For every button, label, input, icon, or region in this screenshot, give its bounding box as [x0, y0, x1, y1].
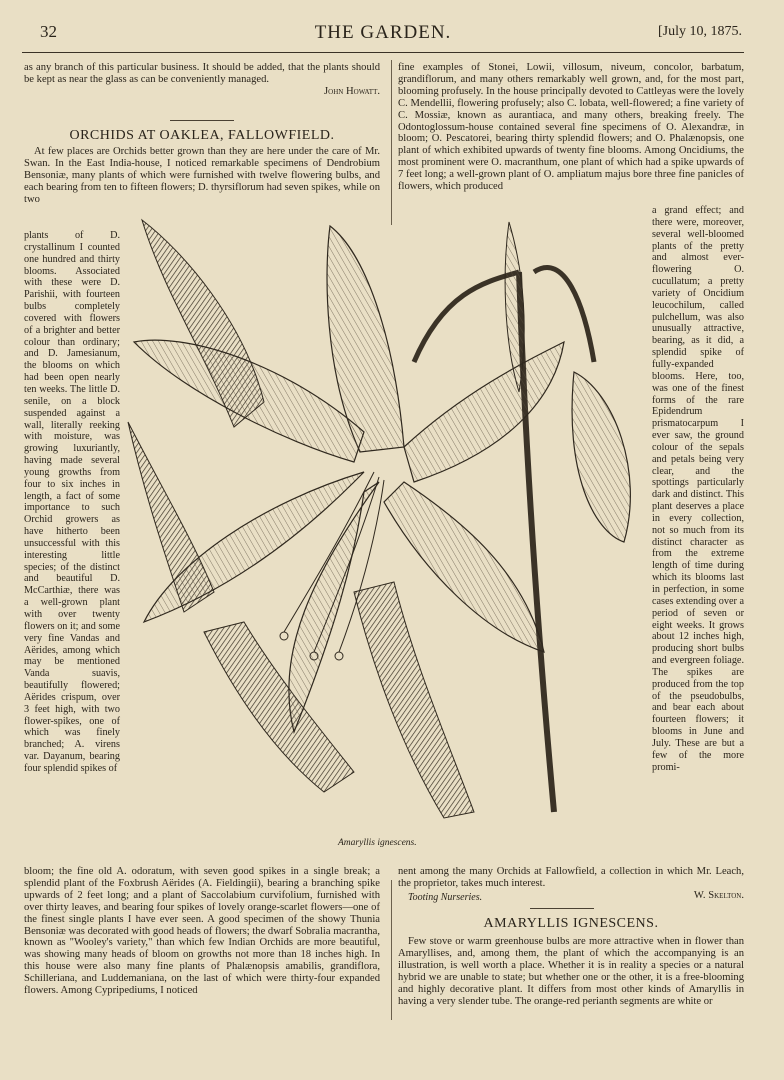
anther-3 [335, 652, 343, 660]
figure-caption: Amaryllis ignescens. [338, 838, 417, 848]
orchids-bottom-left-text: bloom; the fine old A. odoratum, with seven good spikes in a single break; a splendid plant of the Foxbrush Aërides (A. Fieldingii), bearing a branching spike upwards of 2 feet long; and a plant of Saccolabium curvifolium, furnished with over thirty leaves, and bearing four spikes of lovely orange-scarlet flowers—one of the finest single plants I have ever seen. A good specimen of the showy Thunia Bensoniæ was decorated with good heads of flowers; the dwarf Sobralia macrantha, known as "Wooley's variety," than which few Indian Orchids are more beautiful, was showing many heads of bloom on growths not more than 18 inches high. In this house were also many fine plants of Phalænopsis amabilis, grandiflora, Schilleriana, and Luddemaniana, on the last of which were thirty-four expanded flowers. Among Cypripediums, I noticed [24, 866, 380, 997]
amaryllis-text: Few stove or warm greenhouse bulbs are more attractive when in flower than Amaryllises, and, among them, the plant of which the accompanying is an illustration, is well worth a place. Whether it is in reality a species or a natural hybrid we are unable to state; but whether one or the other, it is a free-blooming and highly decorative plant. It differs from most other kinds of Amaryllis in having a very slender tube. The orange-red perianth segments are white or [398, 936, 744, 1007]
column-divider-bottom [391, 880, 392, 1020]
column-divider-top [391, 60, 392, 225]
anther-1 [280, 632, 288, 640]
issue-date: [July 10, 1875. [658, 24, 742, 39]
orchids-lead-text: At few places are Orchids better grown than they are here under the care of Mr. Swan. In the East India-house, I noticed remarkable specimens of Dendrobium Bensoniæ, many plants of which were furnished with twelve flowering bulbs, and each bearing from ten to fifteen flowers; D. thyrsiflorum had seven spikes, while on two [24, 146, 380, 205]
orchids-lead-paragraph [24, 146, 380, 206]
orchids-bottom-left-paragraph [24, 866, 380, 997]
intro-signature: John Howatt. [324, 85, 380, 97]
leaf-bottom-right [354, 582, 474, 818]
orchids-right-top-paragraph [398, 62, 744, 193]
amaryllis-heading: AMARYLLIS IGNESCENS. [483, 916, 659, 931]
orchids-narrow-right-text: a grand effect; and there were, moreover, several well-bloomed plants of the pretty and almost ever-flowering O. cucullatum; a pretty variety of Oncidium leucochilum, called pulchellum, was also unusually attractive, bearing, as it did, a splendid spike of fully-expanded blooms. Here, too, was one of the finest forms of the rare Epidendrum prismatocarpum I ever saw, the ground colour of the sepals and petals being very clear, and the spottings particularly dark and distinct. This plant deserves a place in every collection, not so much from its distinct character as from the extreme length of time during which its blooms last in perfection, in some cases extending over a period of seven or eight weeks. It grows about 12 inches high, producing short bulbs and evergreen foliage. The spikes are produced from the top of the pseudobulbs, and bear each about fourteen flowers; it blooms in June and July. These are but a few of the more promi- [652, 205, 744, 773]
orchids-narrow-left-column [24, 230, 120, 775]
orchids-bottom-right-text: nent among the many Orchids at Fallowfield, a collection in which Mr. Leach, the proprietor, takes much interest. [398, 866, 744, 889]
page-header [24, 22, 742, 46]
flower-bud [572, 372, 630, 542]
publication-title: THE GARDEN. [314, 22, 452, 43]
orchids-narrow-left-text: plants of D. crystallinum I counted one hundred and thirty blooms. Associated with these were D. Parishii, with fourteen bulbs completely covered with flowers of a brighter and better colour than ordinary; and D. Jamesianum, the blooms on which had been open nearly ten weeks. The little D. senile, on a block suspended against a wall, literally reeking with moisture, was growing luxuriantly, having made several young growths from four to six inches in length, a fact of some importance to such Orchid growers as have hitherto been unsuccessful with this interesting little species; of the distinct and beautiful D. McCarthiæ, there was a well-grown plant with over twenty flowers on it; and some very fine Vandas and Aërides, among which may be mentioned Vanda suavis, beautifully flowered; Aërides crispum, over 3 feet high, with two flower-spikes, one of which was finely branched; A. virens var. Dayanum, bearing four splendid spikes of [24, 230, 120, 774]
page-number: 32 [40, 22, 57, 41]
orchids-signature: W. Skelton. [693, 889, 744, 901]
amaryllis-engraving [124, 212, 656, 824]
leaf-bottom-left [204, 622, 354, 792]
orchids-heading: ORCHIDS AT OAKLEA, FALLOWFIELD. [69, 128, 335, 143]
header-rule [22, 52, 744, 53]
petal-lower-right [384, 482, 544, 652]
pedicel-arch [414, 272, 519, 362]
section-rule-1 [170, 120, 234, 121]
orchids-source: Tooting Nurseries. [408, 892, 483, 903]
petal-upper-right [404, 342, 564, 482]
orchids-right-top-text: fine examples of Stonei, Lowii, villosum, niveum, concolor, barbatum, grandiflorum, and many others remarkably well grown, and, for the most part, blooming profusely. In the house principally devoted to Cattleyas were the lovely C. Mendellii, flowering profusely; also C. lobata, well-flowered; a fine variety of C. Mossiæ, known as aurantiaca, and many others, breaking freely. The Odontoglossum-house contained several fine specimens of O. Alexandræ, in bloom; O. Pescatorei, bearing thirty splendid flowers; and O. Phalænopsis, one plant of which exhibited upwards of twenty fine blooms. Among Oncidiums, the most prominent were O. macranthum, one plant of which had a spike upwards of 7 feet long; a well-grown plant of O. ampliatum majus bore three fine panicles of flowers, which produced [398, 62, 744, 193]
intro-paragraph [24, 62, 380, 98]
intro-text: as any branch of this particular business. It should be added, that the plants should be kept as near the glass as can be conveniently managed. [24, 62, 380, 85]
orchids-narrow-right-column [652, 205, 744, 774]
amaryllis-paragraph [398, 936, 744, 1007]
pedicel-bud [534, 268, 594, 362]
section-rule-2 [530, 908, 594, 909]
